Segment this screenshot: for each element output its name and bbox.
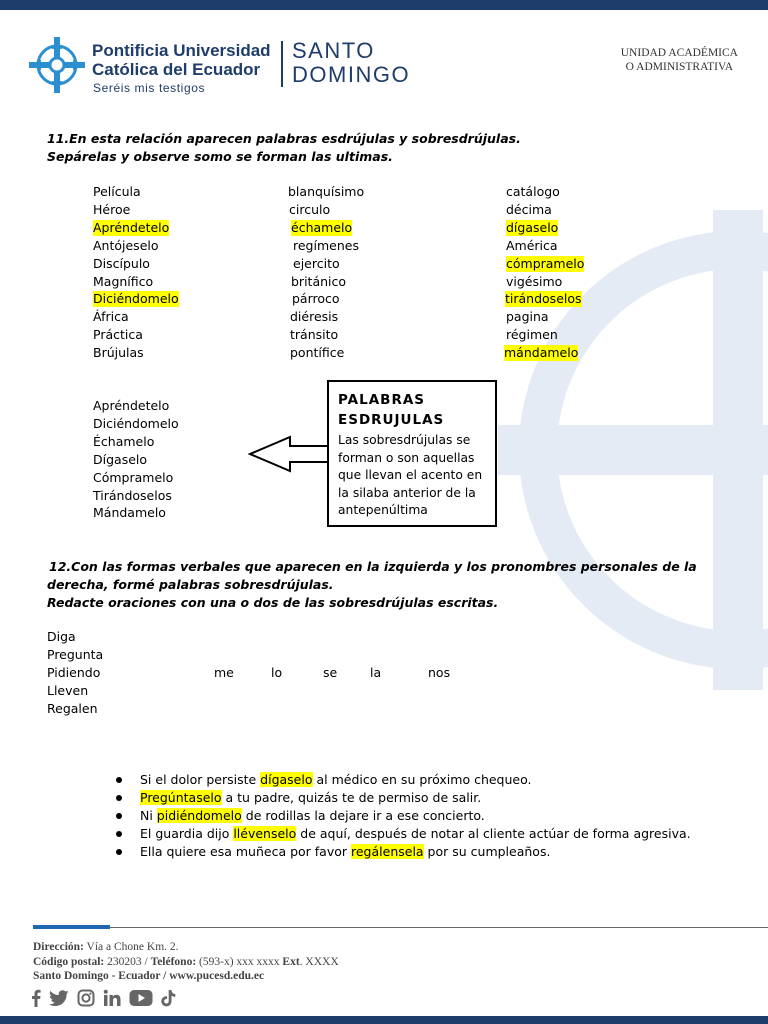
social-links [31,989,176,1007]
youtube-icon[interactable] [129,989,153,1007]
postal-label: Código postal: [33,955,105,968]
highlighted-word: pidiéndomelo [156,808,242,823]
word-item: mándamelo [504,345,579,361]
highlighted-word: Pregúntaselo [140,790,222,805]
sentence-text: al médico en su próximo chequeo. [312,772,532,787]
logo-divider [281,41,283,87]
verb-item: Pidiendo [47,665,101,680]
top-bar [0,0,768,10]
word-item: Apréndetelo [93,219,170,235]
sentence-text: de rodillas la dejare ir a ese concierto. [241,808,485,823]
sentence-item [116,825,691,843]
pronoun-item: nos [428,665,451,680]
sobresdrujula-item: Échamelo [93,433,155,449]
pronoun-item: me [214,665,234,680]
highlighted-word: llévenselo [233,826,297,841]
campus-line1: SANTO [292,38,375,63]
footer-postal-phone [33,955,339,970]
sobresdrujula-item: Dígaselo [93,451,148,467]
sentence-text: Ella quiere esa muñeca por favor [140,844,351,859]
sobresdrujula-item: Apréndetelo [93,398,170,413]
word-item: Práctica [93,327,143,343]
sobresdrujula-item: Mándamelo [93,505,166,521]
word-item: Magnífico [93,273,154,289]
ext-value: . XXXX [299,955,339,968]
word-item: Héroe [93,201,131,217]
word-item: pontífice [290,345,345,361]
university-name-line2: Católica del Ecuador [92,60,261,79]
word-item: vigésimo [506,273,563,289]
footer-divider [33,927,768,928]
word-item: Brújulas [93,345,144,361]
word-item: décima [506,201,552,217]
word-item: dígaselo [506,219,559,235]
verb-item: Diga [47,629,76,644]
q11-title-line1: 11.En esta relación aparecen palabras esdrújulas y sobresdrújulas. [47,131,521,146]
word-item: África [93,309,129,325]
word-item: régimen [506,327,558,343]
sentence-item [116,843,691,861]
footer-contact [33,940,339,984]
sentence-text: por su cumpleaños. [423,844,551,859]
sentence-item [116,789,691,807]
word-item: catálogo [506,184,560,199]
watermark-emblem [458,170,768,730]
phone-value: (593-x) xxx xxxx [196,955,283,968]
phone-label: Teléfono: [150,955,197,968]
word-item: regímenes [293,237,359,253]
word-item: diéresis [290,309,339,325]
left-arrow-icon [248,434,330,474]
word-item: tirándoselos [505,291,582,307]
word-item: Antójeselo [93,237,159,253]
footer-website[interactable]: Santo Domingo - Ecuador / www.pucesd.edu.ec [33,970,265,982]
q12-title-line1: 12.Con las formas verbales que aparecen en la izquierda y los pronombres personales de la [49,559,697,574]
word-item: británico [291,273,347,289]
word-item: circulo [289,201,331,217]
linkedin-icon[interactable] [103,989,121,1007]
footer-accent-bar [33,925,110,929]
q12-title-line2: derecha, formé palabras sobresdrújulas. [47,577,334,592]
word-item: párroco [292,291,340,307]
word-item: Diciéndomelo [93,291,179,307]
unit-line2: O ADMINISTRATIVA [625,61,734,73]
verb-item: Pregunta [47,647,104,662]
campus-name [292,39,410,87]
cross-emblem-icon [27,35,87,95]
sentence-text: de aquí, después de notar al cliente actúar de forma agresiva. [296,826,691,841]
sentence-text: El guardia dijo [140,826,234,841]
university-name [92,41,271,79]
word-item: tránsito [290,327,339,343]
pronoun-item: se [323,665,338,680]
instagram-icon[interactable] [77,989,95,1007]
callout-title: PALABRAS ESDRUJULAS [338,392,445,428]
sobresdrujula-item: Cómpramelo [93,469,174,485]
address-value: Vía a Chone Km. 2. [83,941,179,953]
pronoun-item: la [370,665,382,680]
sentence-item [116,807,691,825]
pronoun-item: lo [271,665,283,680]
sobresdrujula-item: Diciéndomelo [93,415,179,431]
ext-label: Ext [282,955,300,968]
highlighted-word: dígaselo [260,772,313,787]
word-item: pagina [506,309,549,325]
address-label: Dirección: [33,941,84,953]
sentence-item [116,771,691,789]
word-item: América [506,237,558,253]
unit-line1: UNIDAD ACADÉMICA [620,47,738,59]
footer-address [33,940,339,955]
verb-item: Regalen [47,701,98,716]
twitter-icon[interactable] [49,990,69,1007]
word-item: Película [93,184,141,199]
definition-callout [327,380,497,527]
facebook-icon[interactable] [31,989,41,1007]
callout-body: Las sobresdrújulas se forman o son aquellas que llevan el acento en la silaba anterior de la antepenúltima [338,433,483,517]
university-name-line1: Pontificia Universidad [92,41,271,60]
sentence-list [116,771,691,861]
word-item: cómpramelo [506,255,585,271]
unit-label [621,46,738,74]
sentence-text: Ni [140,808,157,823]
bottom-bar [0,1016,768,1024]
highlighted-word: regálensela [351,844,424,859]
word-item: échamelo [291,219,353,235]
tiktok-icon[interactable] [161,990,176,1007]
university-motto: Seréis mis testigos [93,81,206,95]
word-item: ejercito [293,255,340,271]
verb-item: Lleven [47,683,89,698]
word-item: Discípulo [93,255,150,271]
postal-value: 230203 / [104,955,151,968]
q12-title-line3: Redacte oraciones con una o dos de las sobresdrújulas escritas. [47,595,499,610]
sobresdrujula-item: Tirándoselos [93,487,172,503]
q11-title-line2: Sepárelas y observe somo se forman las ultimas. [47,149,393,164]
word-item: blanquísimo [288,184,365,199]
university-logo [27,33,427,97]
campus-line2: DOMINGO [292,62,411,87]
sentence-text: Si el dolor persiste [140,772,261,787]
sentence-text: a tu padre, quizás te de permiso de salir. [221,790,482,805]
